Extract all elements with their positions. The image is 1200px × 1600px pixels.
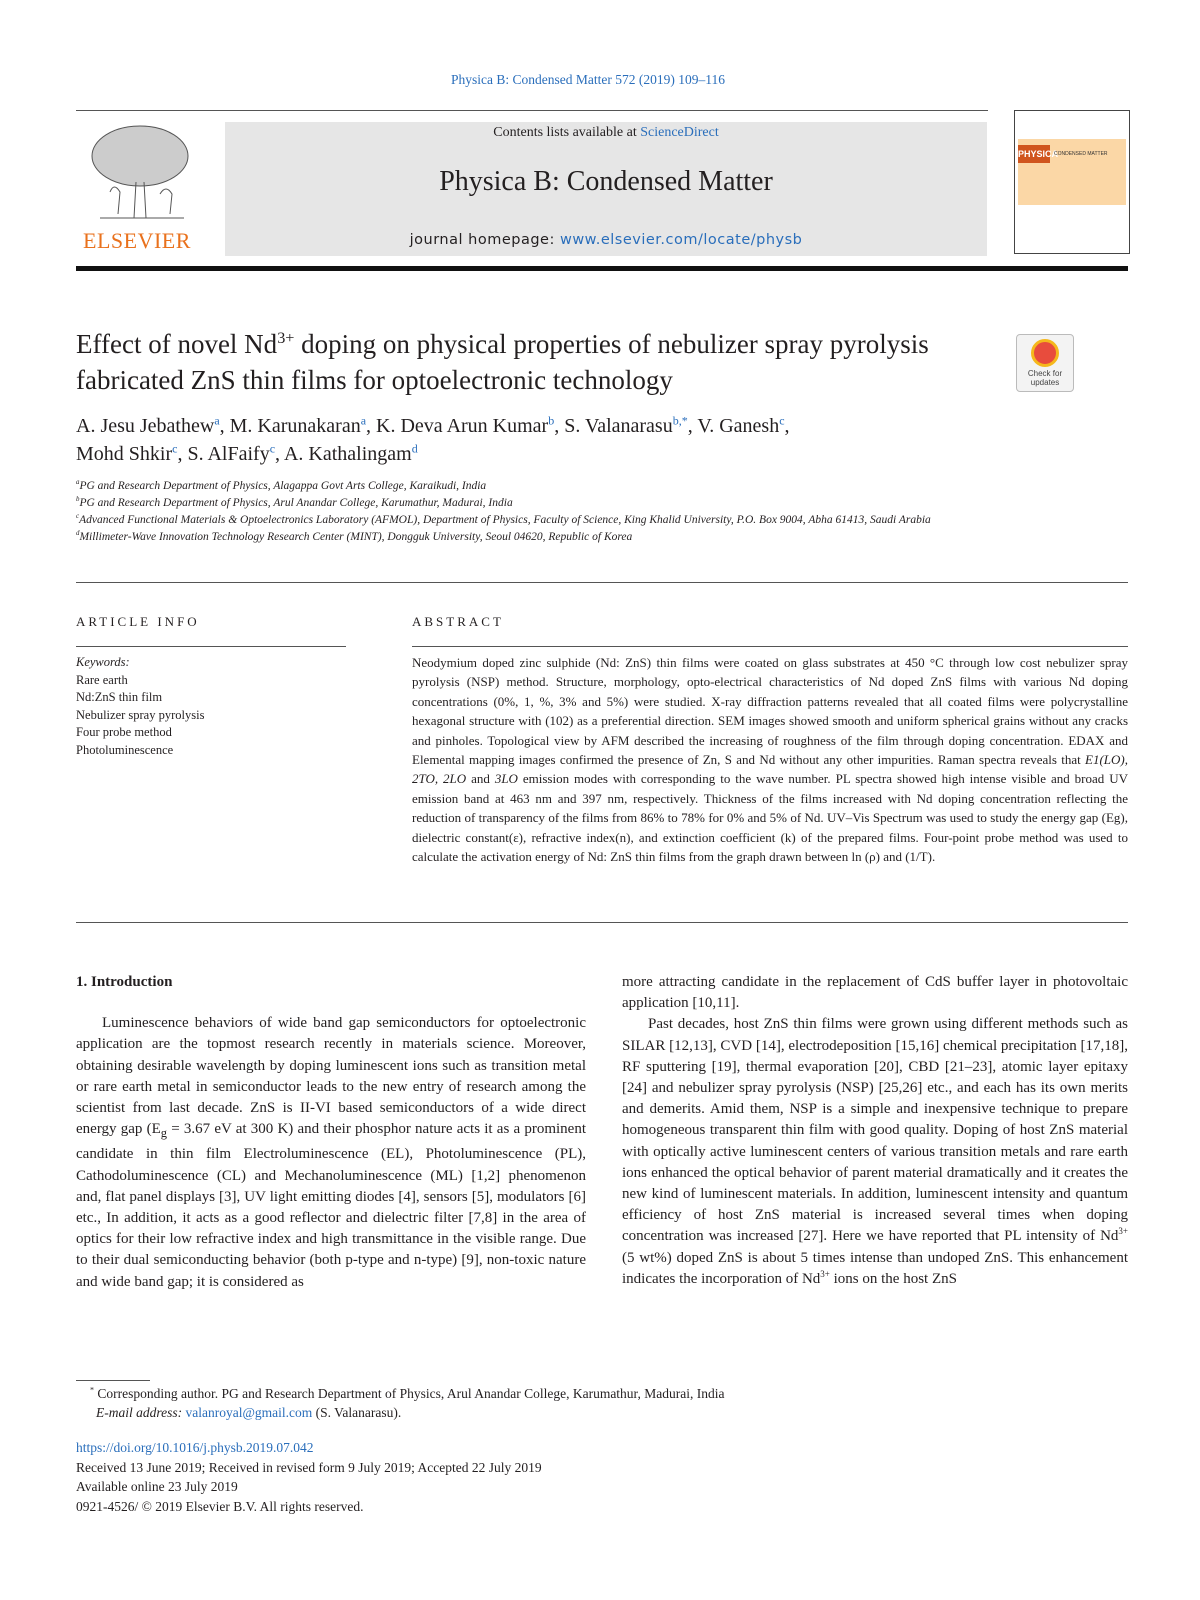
title-part-2: doping on physical properties of nebulizer spray pyrolysis fabricated ZnS thin films for optoelectronic technology bbox=[76, 329, 929, 395]
header-rule bbox=[76, 110, 988, 111]
abstract-text bbox=[412, 653, 1128, 866]
abstract-modes: E1(LO), 2TO, 2LO bbox=[412, 752, 1128, 787]
author-affiliation-marker[interactable]: c bbox=[269, 441, 276, 456]
email-label: E-mail address: bbox=[96, 1405, 186, 1420]
abstract-3lo: 3LO bbox=[494, 771, 518, 787]
keywords-block bbox=[76, 654, 346, 759]
intro-p1-subscript: g bbox=[160, 1126, 168, 1141]
email-line bbox=[76, 1403, 1126, 1422]
author-list bbox=[76, 412, 1036, 468]
abstract-heading: ABSTRACT bbox=[412, 614, 504, 629]
cover-panel bbox=[1018, 139, 1126, 205]
abstract-part-1: Neodymium doped zinc sulphide (Nd: ZnS) thin films were coated on glass substrates at 450 °C through low cost nebulizer spray pyrolysis (NSP) method. Structure, morphology, opto-electrical characteristics of Nd doped ZnS films with various Nd doping concentrations (0%, 1, %, 3% and 5%) were studied. X-ray diffraction patterns revealed that all coated films were polycrystalline hexagonal structure with (102) as a preferential direction. SEM images showed smooth and uniform spherical grains without any cracks and pinholes. Topological view by AFM described the increasing of roughness of the film through doping concentration. EDAX and Elemental mapping images confirmed the presence of Zn, S and Nd without any other impurities. Raman spectra reveals that bbox=[412, 655, 1128, 768]
homepage-prefix: journal homepage: bbox=[409, 232, 560, 248]
intro-p1-a: Luminescence behaviors of wide band gap semiconductors for optoelectronic application are the topmost research recently in materials science. Moreover, obtaining desirable wavelength by doping luminescent ions such as transition metal or rare earth metal in semiconductor leads to the new entry of research among the scientist from last decade. ZnS is II-VI based semiconductors of a wide direct energy gap (E bbox=[76, 1015, 586, 1138]
section-rule bbox=[76, 582, 1128, 583]
affiliation-marker: a bbox=[76, 479, 80, 487]
intro-p1-b: = 3.67 eV at 300 K) and their phosphor nature acts it as a prominent candidate in thin film Electroluminescence (EL), Photoluminescence (PL), Cathodoluminescence (CL) and Mechanoluminescence (ML) [1,2] phenomenon and, flat panel displays [3], UV light emitting diodes [4], sensors [5], modulators [6] etc., In addition, it acts as a good reflector and dielectric filter [7,8] in the area of optics for their low refractive index and high transmittance in the visible range. Due to their dual semiconducting behavior (both p-type and n-type) [9], non-toxic nature and wide band gap; it is considered as bbox=[76, 1121, 586, 1290]
affiliation-text: Millimeter-Wave Innovation Technology Research Center (MINT), Dongguk University, Seoul 04620, Republic of Korea bbox=[79, 531, 633, 543]
author-separator: , bbox=[177, 443, 188, 465]
article-title bbox=[76, 326, 976, 398]
author-name: A. Jesu Jebathew bbox=[76, 415, 215, 437]
check-updates-icon bbox=[1031, 339, 1059, 367]
affiliation-item bbox=[76, 529, 1016, 546]
corresponding-line bbox=[76, 1384, 1126, 1403]
keywords-label: Keywords: bbox=[76, 655, 130, 669]
author-affiliation-marker[interactable]: c bbox=[172, 441, 178, 456]
keyword-item: Nd:ZnS thin film bbox=[76, 690, 163, 704]
affiliation-item bbox=[76, 512, 1016, 529]
sciencedirect-link[interactable]: ScienceDirect bbox=[640, 125, 719, 140]
homepage-link[interactable]: www.elsevier.com/locate/physb bbox=[559, 232, 803, 248]
intro-paragraph-continued: more attracting candidate in the replacement of CdS buffer layer in photovoltaic application [10,11]. bbox=[622, 974, 1128, 1012]
elsevier-tree-icon bbox=[80, 122, 194, 222]
intro-p2-sup-1: 3+ bbox=[1118, 1226, 1128, 1237]
doi-link[interactable]: https://doi.org/10.1016/j.physb.2019.07.042 bbox=[76, 1440, 314, 1455]
contents-prefix: Contents lists available at bbox=[493, 125, 641, 140]
affiliation-text: PG and Research Department of Physics, Arul Anandar College, Karumathur, Madurai, India bbox=[79, 497, 513, 509]
article-info-rule bbox=[76, 646, 346, 647]
title-part-1: Effect of novel Nd bbox=[76, 329, 278, 359]
abstract-and: and bbox=[466, 771, 495, 787]
author-affiliation-marker[interactable]: b,* bbox=[672, 413, 688, 428]
affiliation-marker: d bbox=[76, 530, 80, 538]
email-owner: (S. Valanarasu). bbox=[312, 1405, 402, 1420]
author-affiliation-marker[interactable]: a bbox=[214, 413, 220, 428]
homepage-line bbox=[225, 232, 987, 248]
journal-title: Physica B: Condensed Matter bbox=[439, 166, 773, 197]
author-separator: , bbox=[687, 415, 698, 437]
cover-subtitle: CONDENSED MATTER bbox=[1054, 151, 1108, 157]
keyword-item: Nebulizer spray pyrolysis bbox=[76, 707, 205, 722]
cover-label: PHYSICA bbox=[1018, 145, 1050, 163]
abstract-part-2: emission modes with corresponding to the wave number. PL spectra showed high intense visible and broad UV emission band at 463 nm and 397 nm, respectively. Thickness of the films increased with Nd doping concentration reflecting the reduction of transparency of the films from 86% to 78% for 0% and 5% of Nd. UV–Vis Spectrum was used to study the energy gap (Eg), dielectric constant(ε), refractive index(n), and extinction coefficient (k) of the prepared films. Four-point probe method was used to calculate the activation energy of Nd: ZnS thin films from the graph drawn between ln (ρ) and (1/T). bbox=[412, 771, 1128, 865]
keyword-item: Four probe method bbox=[76, 725, 172, 739]
body-column-left bbox=[76, 972, 586, 1293]
intro-p2-sup-2: 3+ bbox=[820, 1268, 830, 1279]
journal-banner bbox=[225, 122, 987, 256]
elsevier-wordmark: ELSEVIER bbox=[83, 228, 191, 253]
email-link[interactable]: valanroyal@gmail.com bbox=[185, 1405, 313, 1420]
author-separator: , bbox=[784, 415, 790, 437]
publication-info bbox=[76, 1438, 1126, 1516]
intro-p2-b: (5 wt%) doped ZnS is about 5 times intense than undoped ZnS. This enhancement indicates the incorporation of Nd bbox=[622, 1249, 1128, 1287]
corresponding-footnote bbox=[76, 1384, 1126, 1422]
author-name: K. Deva Arun Kumar bbox=[376, 415, 549, 437]
footnote-rule bbox=[76, 1380, 150, 1381]
introduction-heading: 1. Introduction bbox=[76, 974, 173, 990]
journal-cover-thumbnail[interactable] bbox=[1014, 110, 1130, 254]
elsevier-logo[interactable] bbox=[76, 122, 196, 257]
intro-p2-a: Past decades, host ZnS thin films were grown using different methods such as SILAR [12,13], CVD [14], electrodeposition [15,16] chemical precipitation [17,18], RF sputtering [19], thermal evaporation [20], CBD [21–23], atomic layer epitaxy [24] and nebulizer spray pyrolysis (NSP) [25,26] etc., and each has its own merits and demerits. Amid them, NSP is a simple and inexpensive technique to prepare homogeneous transparent thin film with good quality. Doping of host ZnS material with optically active luminescent centers of various transition metals and rare earth ions enhanced the optical behavior of parent material dramatically and it creates the new kind of luminescent materials. In addition, luminescent intensity and quantum efficiency of host ZnS material is increased several times when doping concentration was increased [27]. Here we have reported that PL intensity of Nd bbox=[622, 1016, 1128, 1245]
author-name: M. Karunakaran bbox=[229, 415, 361, 437]
abstract-rule bbox=[412, 646, 1128, 647]
author-affiliation-marker[interactable]: b bbox=[548, 413, 555, 428]
title-superscript: 3+ bbox=[277, 329, 295, 347]
affiliation-item bbox=[76, 478, 1016, 495]
affiliation-text: Advanced Functional Materials & Optoelectronics Laboratory (AFMOL), Department of Physics, Faculty of Science, King Khalid University, P.O. Box 9004, Abha 61413, Saudi Arabia bbox=[79, 514, 931, 526]
author-name: V. Ganesh bbox=[697, 415, 780, 437]
copyright: 0921-4526/ © 2019 Elsevier B.V. All rights reserved. bbox=[76, 1498, 364, 1514]
body-column-right bbox=[622, 972, 1128, 1290]
keyword-item: Photoluminescence bbox=[76, 742, 174, 757]
check-for-updates-badge[interactable] bbox=[1016, 334, 1074, 392]
author-affiliation-marker[interactable]: c bbox=[779, 413, 785, 428]
affiliation-item bbox=[76, 495, 1016, 512]
keyword-item: Rare earth bbox=[76, 672, 128, 687]
author-separator: , bbox=[219, 415, 230, 437]
intro-paragraph-2 bbox=[622, 1014, 1128, 1290]
affiliation-text: PG and Research Department of Physics, Alagappa Govt Arts College, Karaikudi, India bbox=[79, 480, 487, 492]
journal-citation[interactable]: Physica B: Condensed Matter 572 (2019) 109–116 bbox=[451, 72, 725, 87]
header-thick-rule bbox=[76, 266, 1128, 271]
available-online: Available online 23 July 2019 bbox=[76, 1479, 238, 1494]
author-separator: , bbox=[275, 443, 284, 465]
affiliation-list bbox=[76, 478, 1016, 546]
author-separator: , bbox=[554, 415, 565, 437]
corresponding-text: Corresponding author. PG and Research Department of Physics, Arul Anandar College, Karumathur, Madurai, India bbox=[94, 1386, 725, 1401]
author-name: S. AlFaify bbox=[187, 443, 270, 465]
author-affiliation-marker[interactable]: d bbox=[411, 441, 418, 456]
intro-paragraph-1 bbox=[76, 1013, 586, 1293]
check-updates-label: Check for updates bbox=[1027, 369, 1063, 387]
author-separator: , bbox=[366, 415, 377, 437]
author-name: S. Valanarasu bbox=[564, 415, 673, 437]
author-affiliation-marker[interactable]: a bbox=[360, 413, 367, 428]
author-name: Mohd Shkir bbox=[76, 443, 173, 465]
affiliation-marker: b bbox=[76, 496, 80, 504]
author-name: A. Kathalingam bbox=[283, 443, 412, 465]
contents-line bbox=[225, 125, 987, 141]
article-info-heading: ARTICLE INFO bbox=[76, 614, 200, 629]
received-dates: Received 13 June 2019; Received in revised form 9 July 2019; Accepted 22 July 2019 bbox=[76, 1459, 542, 1475]
affiliation-marker: c bbox=[76, 513, 80, 521]
abstract-bottom-rule bbox=[76, 922, 1128, 923]
intro-p2-c: ions on the host ZnS bbox=[829, 1270, 957, 1287]
footnote-star: * bbox=[90, 1385, 95, 1395]
